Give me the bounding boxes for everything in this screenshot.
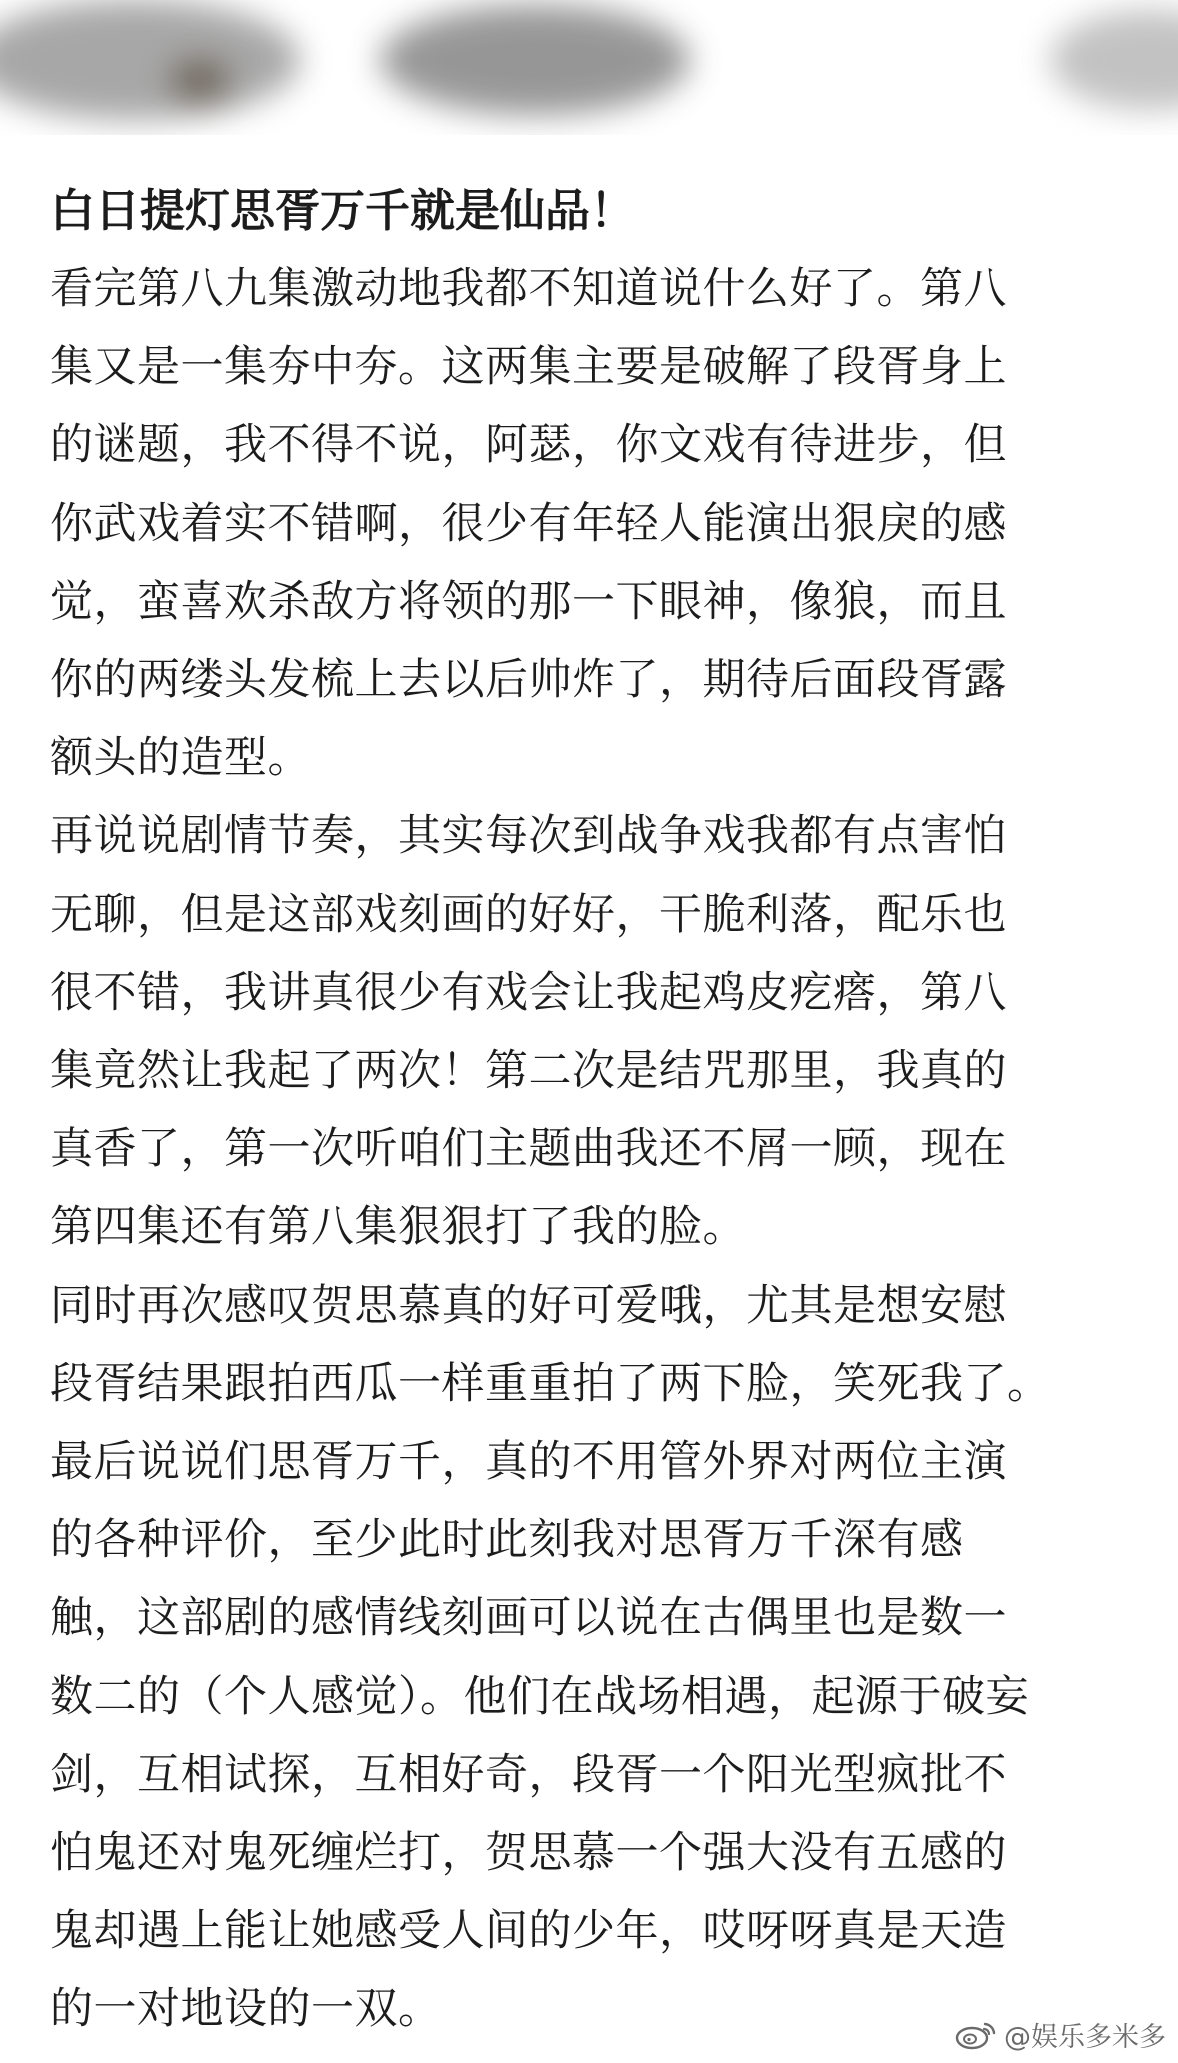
- body-line: 觉，蛮喜欢杀敌方将领的那一下眼神，像狼，而且: [50, 576, 1007, 627]
- body-line: 怕鬼还对鬼死缠烂打，贺思慕一个强大没有五感的: [50, 1828, 1007, 1879]
- body-line: 集又是一集夯中夯。这两集主要是破解了段胥身上: [50, 342, 1007, 393]
- body-line: 的一对地设的一双。: [50, 1984, 442, 2035]
- body-line: 触，这部剧的感情线刻画可以说在古偶里也是数一: [50, 1593, 1007, 1644]
- watermark: [954, 2015, 1166, 2054]
- post-content: [50, 172, 1160, 2049]
- body-line: 你的两缕头发梳上去以后帅炸了，期待后面段胥露: [50, 655, 1007, 706]
- body-line: 很不错，我讲真很少有戏会让我起鸡皮疙瘩，第八: [50, 967, 1007, 1018]
- blurred-header: [0, 0, 1178, 135]
- body-line: 你武戏着实不错啊，很少有年轻人能演出狠戾的感: [50, 498, 1007, 549]
- body-line: 的谜题，我不得不说，阿瑟，你文戏有待进步，但: [50, 420, 1007, 471]
- body-line: 鬼却遇上能让她感受人间的少年，哎呀呀真是天造: [50, 1906, 1007, 1957]
- body-line: 同时再次感叹贺思慕真的好可爱哦，尤其是想安慰: [50, 1280, 1007, 1331]
- body-line: 最后说说们思胥万千，真的不用管外界对两位主演: [50, 1437, 1007, 1488]
- body-line: 集竟然让我起了两次！第二次是结咒那里，我真的: [50, 1046, 1007, 1097]
- post-body: [50, 250, 1160, 2049]
- body-line: 数二的（个人感觉）。他们在战场相遇，起源于破妄: [50, 1671, 1029, 1722]
- body-line: 的各种评价，至少此时此刻我对思胥万千深有感: [50, 1515, 964, 1566]
- body-line: 额头的造型。: [50, 733, 311, 784]
- weibo-icon: [954, 2020, 998, 2050]
- body-line: 第四集还有第八集狠狠打了我的脸。: [50, 1202, 746, 1253]
- body-line: 再说说剧情节奏，其实每次到战争戏我都有点害怕: [50, 811, 1007, 862]
- watermark-text: @娱乐多米多: [1004, 2022, 1166, 2053]
- body-line: 剑，互相试探，互相好奇，段胥一个阳光型疯批不: [50, 1749, 1007, 1800]
- body-line: 看完第八九集激动地我都不知道说什么好了。第八: [50, 264, 1007, 314]
- body-line: 无聊，但是这部戏刻画的好好，干脆利落，配乐也: [50, 889, 1007, 940]
- body-line: 段胥结果跟拍西瓜一样重重拍了两下脸，笑死我了。: [50, 1358, 1051, 1409]
- post-title: 白日提灯思胥万千就是仙品！: [50, 184, 636, 237]
- body-line: 真香了，第一次听咱们主题曲我还不屑一顾，现在: [50, 1124, 1007, 1175]
